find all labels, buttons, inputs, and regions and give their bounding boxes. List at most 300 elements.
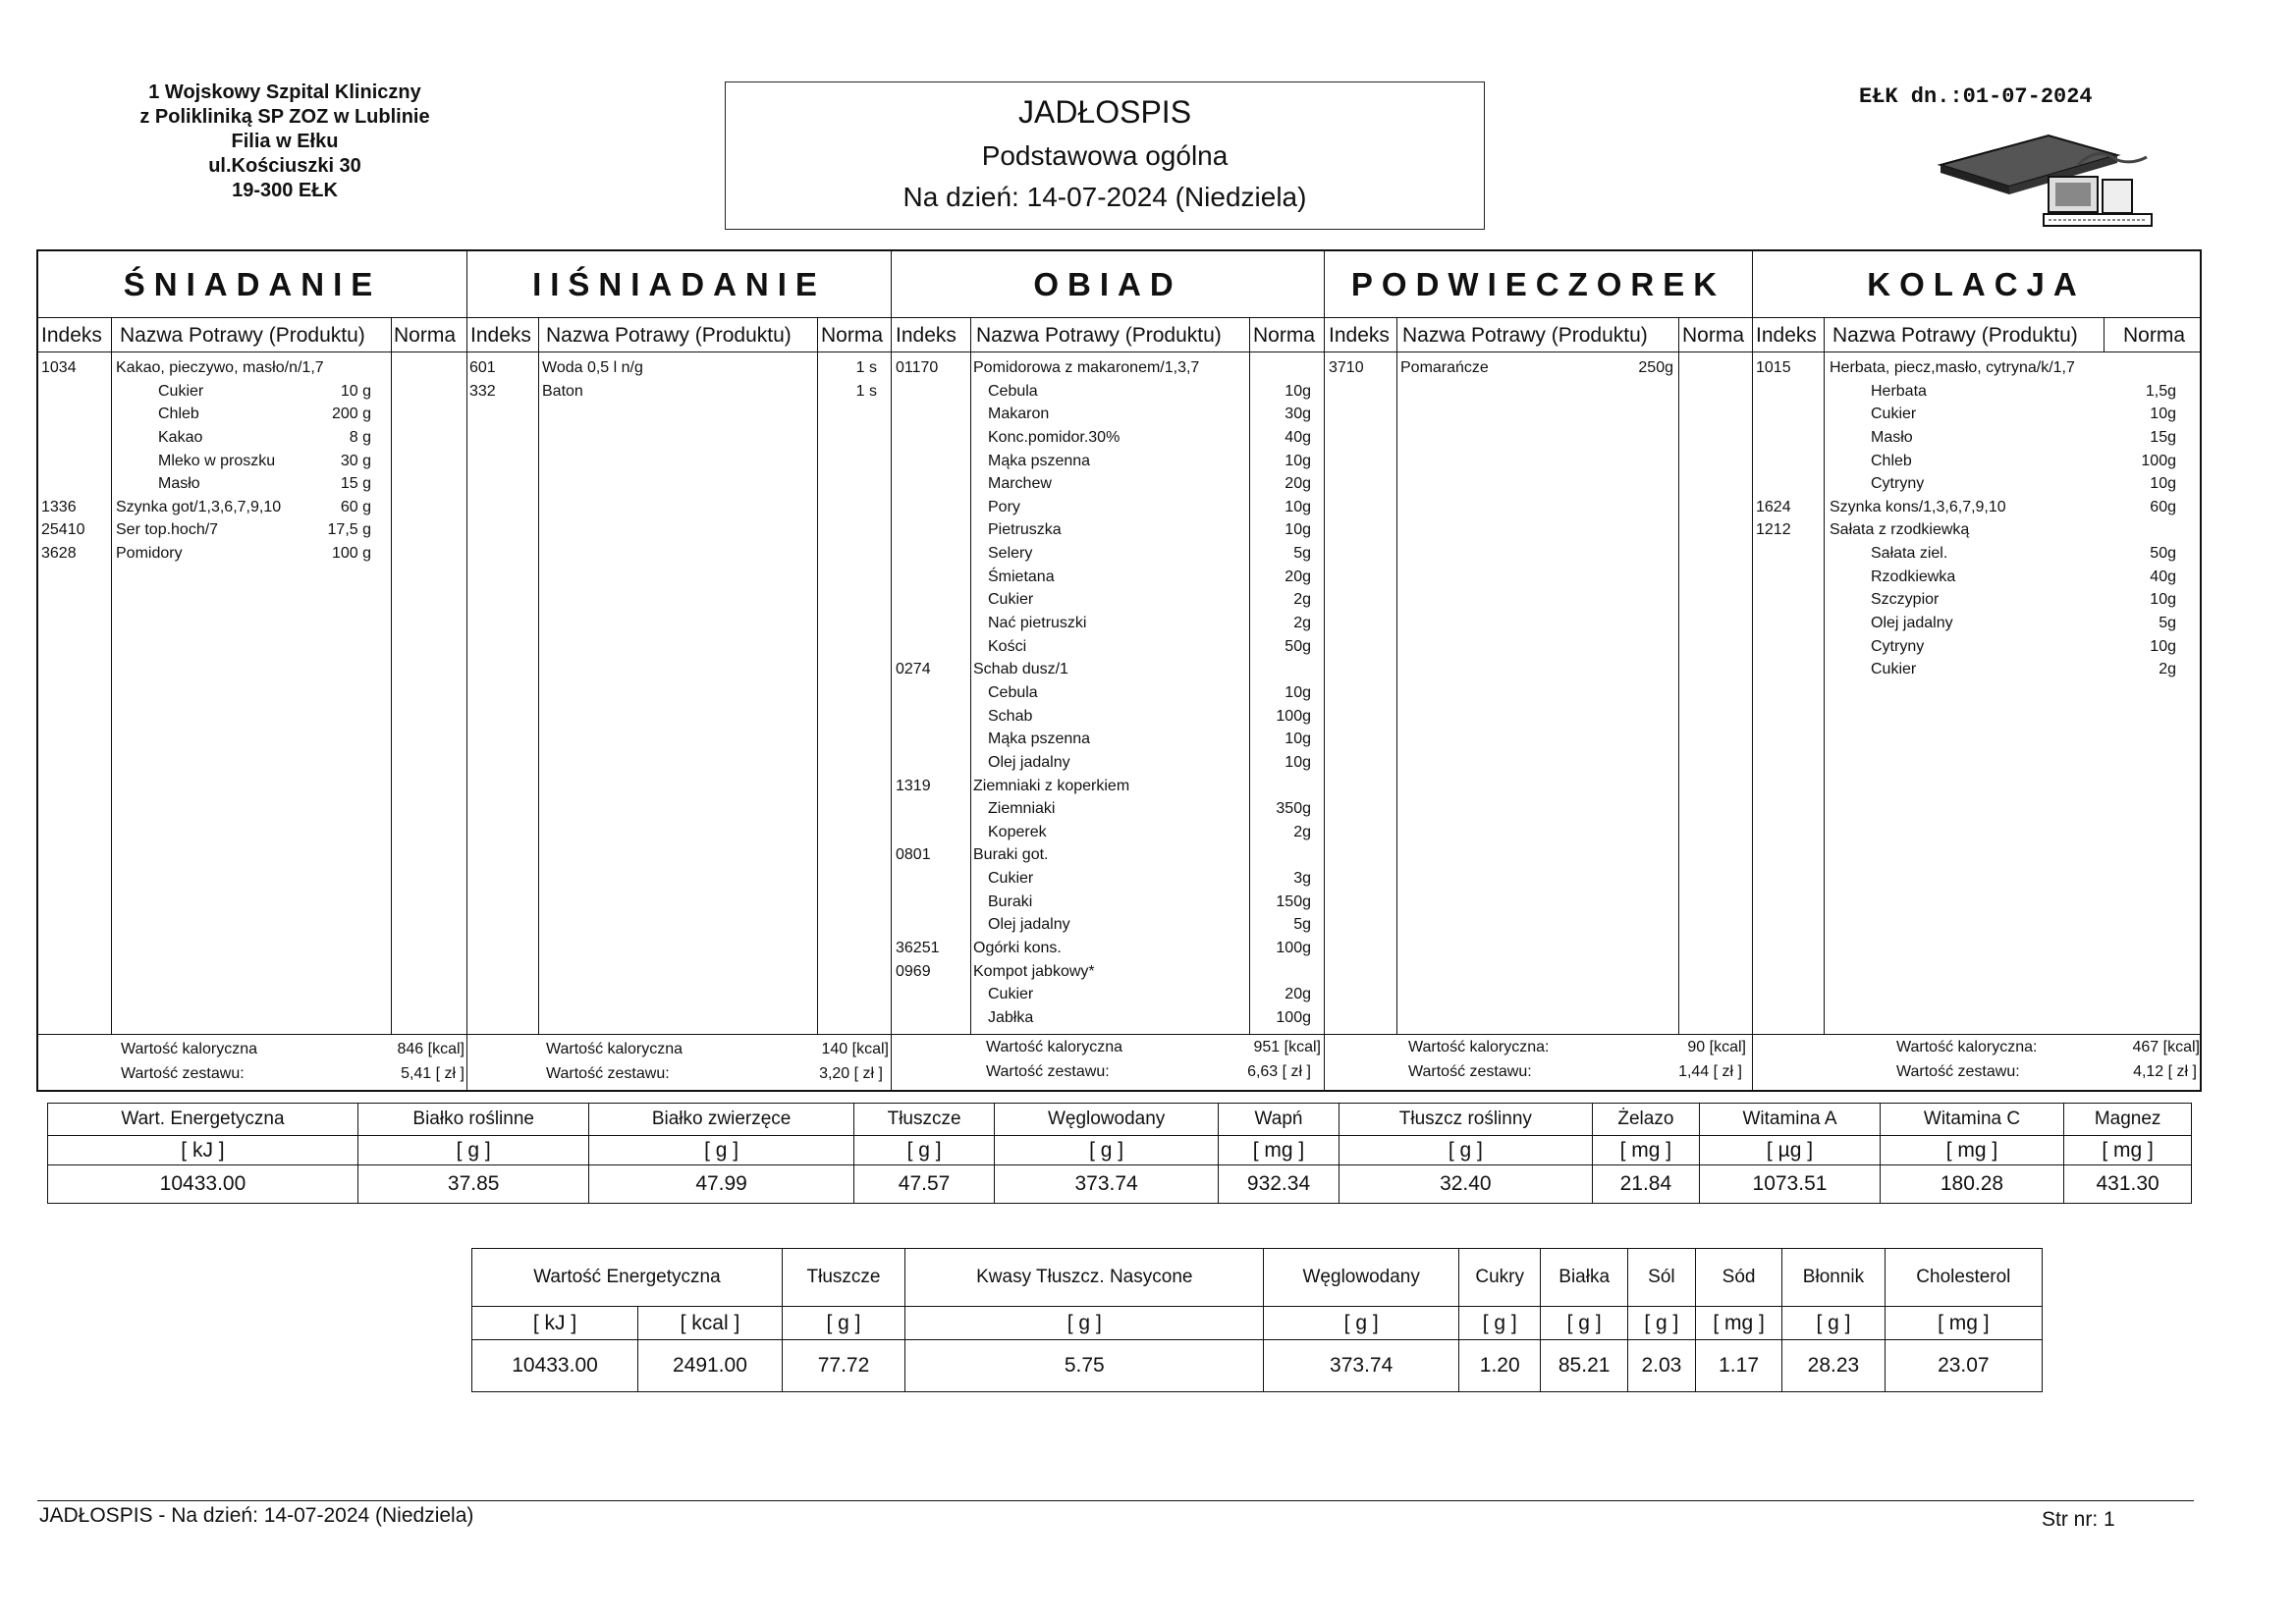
menu-item-row [892, 615, 1324, 638]
ingredient-name: Schab [988, 707, 1033, 725]
kcal-unit: [kcal] [1709, 1039, 1746, 1055]
meal-title: PODWIECZOREK [1325, 251, 1752, 318]
menu-item-row [1753, 521, 2200, 545]
menu-item-row [892, 661, 1324, 684]
item-norm: 60g [2150, 498, 2176, 515]
nutrition-values [48, 1165, 2192, 1204]
item-index: 36251 [896, 940, 940, 957]
summary-value: 1.17 [1695, 1340, 1781, 1392]
meal-summary [1325, 1034, 1752, 1091]
price-number: 4,12 [2133, 1063, 2164, 1080]
item-norm: 2g [2159, 661, 2176, 678]
ingredient-name: Cebula [988, 382, 1038, 400]
ingredient-name: Sałata ziel. [1871, 545, 1948, 563]
price-value [401, 1065, 465, 1083]
dish-name: Ser top.hoch/7 [116, 521, 219, 539]
item-norm: 10g [1285, 683, 1311, 701]
item-norm: 2g [1293, 615, 1311, 632]
dish-name: Pomarańcze [1400, 359, 1489, 376]
summary-value: 373.74 [1264, 1340, 1459, 1392]
nutrient-unit: [ g ] [1339, 1136, 1592, 1165]
menu-item-row [1753, 615, 2200, 638]
menu-item-row [892, 521, 1324, 545]
item-norm: 40g [2150, 568, 2176, 585]
nutrition-table [47, 1103, 2192, 1204]
ingredient-name: Śmietana [988, 568, 1055, 585]
item-norm: 10g [1285, 730, 1311, 748]
col-norm-header: Norma [1682, 324, 1745, 347]
menu-item-row [1325, 359, 1752, 383]
summary-headers [472, 1249, 2043, 1307]
ingredient-name: Szczypior [1871, 591, 1940, 609]
ingredient-name: Kości [988, 637, 1027, 655]
menu-item-row [892, 429, 1324, 453]
menu-item-row [38, 359, 466, 383]
price-number: 1,44 [1678, 1063, 1710, 1080]
meal-items [892, 359, 1324, 1033]
price-unit: [ zł ] [853, 1065, 883, 1082]
hospital-line: 1 Wojskowy Szpital Kliniczny [148, 81, 421, 103]
item-norm: 20g [1285, 475, 1311, 493]
summary-unit: [ g ] [1782, 1307, 1885, 1340]
menu-item-row [1753, 406, 2200, 429]
kcal-number: 140 [821, 1041, 848, 1057]
nutrient-header: Tłuszcze [853, 1104, 995, 1136]
ingredient-name: Cytryny [1871, 637, 1925, 655]
menu-item-row [892, 846, 1324, 870]
summary-header: Sól [1627, 1249, 1695, 1307]
menu-item-row [38, 453, 466, 476]
kcal-value [2133, 1039, 2201, 1056]
item-norm: 250g [1638, 359, 1673, 376]
menu-item-row [1753, 661, 2200, 684]
item-index: 1015 [1756, 359, 1791, 376]
hospital-address [98, 81, 471, 203]
menu-item-row [892, 545, 1324, 568]
nutrition-units [48, 1136, 2192, 1165]
ingredient-name: Chleb [158, 406, 199, 423]
menu-item-row [38, 545, 466, 568]
nutrient-header: Białko roślinne [357, 1104, 588, 1136]
ingredient-name: Pietruszka [988, 521, 1062, 539]
summary-unit: [ g ] [1264, 1307, 1459, 1340]
nutrient-header: Żelazo [1592, 1104, 1700, 1136]
menu-item-row [892, 730, 1324, 754]
item-index: 332 [469, 382, 496, 400]
ingredient-name: Masło [158, 475, 200, 493]
menu-item-row [467, 383, 891, 406]
ingredient-name: Olej jadalny [1871, 615, 1953, 632]
meal-podwieczorek [1325, 251, 1753, 1090]
meal-ii-sniadanie [467, 251, 892, 1090]
summary-units [472, 1307, 2043, 1340]
price-value [2133, 1063, 2197, 1081]
ingredient-name: Olej jadalny [988, 916, 1070, 934]
hospital-line: ul.Kościuszki 30 [208, 155, 361, 177]
price-label: Wartość zestawu: [986, 1063, 1110, 1080]
item-norm: 2g [1293, 823, 1311, 840]
hospital-line: 19-300 EŁK [232, 180, 338, 201]
nutrient-header: Wart. Energetyczna [48, 1104, 358, 1136]
kcal-value [822, 1041, 890, 1058]
nutrient-value: 37.85 [357, 1165, 588, 1204]
item-norm: 60 g [340, 498, 371, 515]
summary-header: Kwasy Tłuszcz. Nasycone [905, 1249, 1264, 1307]
col-index-header: Indeks [896, 324, 957, 347]
energy-header: Wartość Energetyczna [472, 1249, 783, 1307]
ingredient-name: Kakao [158, 428, 203, 446]
kcal-label: Wartość kaloryczna: [1408, 1039, 1550, 1055]
item-norm: 200 g [331, 406, 371, 423]
meal-title: ŚNIADANIE [38, 251, 466, 318]
item-norm: 100g [1276, 940, 1311, 957]
menu-item-row [38, 499, 466, 522]
menu-item-row [1753, 568, 2200, 592]
summary-value: 23.07 [1885, 1340, 2042, 1392]
item-norm: 10g [2150, 475, 2176, 493]
nutrient-unit: [ µg ] [1700, 1136, 1881, 1165]
price-unit: [ zł ] [1713, 1063, 1742, 1080]
nutrient-value: 32.40 [1339, 1165, 1592, 1204]
title-box [725, 81, 1485, 230]
meal-items [1753, 359, 2200, 684]
kcal-label: Wartość kaloryczna: [1896, 1039, 2038, 1055]
hospital-line: z Polikliniką SP ZOZ w Lublinie [139, 106, 430, 128]
menu-item-row [1753, 453, 2200, 476]
item-norm: 1 s [855, 382, 877, 400]
item-norm: 5g [1293, 545, 1311, 563]
menu-item-row [892, 824, 1324, 847]
item-norm: 3g [1293, 870, 1311, 888]
item-norm: 350g [1276, 800, 1311, 818]
kcal-unit: [kcal] [427, 1041, 465, 1057]
menu-item-row [38, 521, 466, 545]
item-norm: 100g [1276, 707, 1311, 725]
item-norm: 8 g [349, 428, 371, 446]
price-value [1678, 1063, 1742, 1081]
item-index: 3710 [1329, 359, 1364, 376]
nutrient-unit: [ g ] [589, 1136, 853, 1165]
summary-value: 10433.00 [472, 1340, 638, 1392]
ingredient-name: Cebula [988, 683, 1038, 701]
nutrient-value: 1073.51 [1700, 1165, 1881, 1204]
kcal-label: Wartość kaloryczna [546, 1041, 683, 1057]
item-index: 1034 [41, 359, 77, 376]
dish-name: Kakao, pieczywo, masło/n/1,7 [116, 359, 324, 376]
summary-unit: [ g ] [782, 1307, 904, 1340]
summary-header: Cholesterol [1885, 1249, 2042, 1307]
item-norm: 17,5 g [327, 521, 371, 539]
price-value [1247, 1063, 1311, 1081]
meal-title: OBIAD [892, 251, 1324, 318]
summary-value: 5.75 [905, 1340, 1264, 1392]
ingredient-name: Mleko w proszku [158, 452, 276, 469]
menu-item-row [467, 359, 891, 383]
col-index-header: Indeks [1329, 324, 1390, 347]
ingredient-name: Chleb [1871, 452, 1912, 469]
dish-name: Pomidory [116, 545, 183, 563]
col-norm-header: Norma [394, 324, 457, 347]
price-label: Wartość zestawu: [1896, 1063, 2020, 1080]
price-value [819, 1065, 883, 1083]
menu-item-row [892, 406, 1324, 429]
menu-item-row [892, 708, 1324, 731]
nutrient-header: Magnez [2064, 1104, 2192, 1136]
ingredient-name: Cukier [988, 986, 1034, 1003]
item-norm: 10g [2150, 591, 2176, 609]
col-index-header: Indeks [470, 324, 531, 347]
menu-item-row [892, 778, 1324, 801]
nutrient-value: 180.28 [1880, 1165, 2063, 1204]
price-unit: [ zł ] [435, 1065, 465, 1082]
ingredient-name: Olej jadalny [988, 753, 1070, 771]
meal-obiad [892, 251, 1325, 1090]
item-index: 0801 [896, 846, 931, 864]
summary-unit: [ mg ] [1885, 1307, 2042, 1340]
item-index: 0274 [896, 661, 931, 678]
menu-item-row [892, 453, 1324, 476]
column-headers [1325, 318, 1752, 352]
nutrient-unit: [ g ] [357, 1136, 588, 1165]
ingredient-name: Konc.pomidor.30% [988, 428, 1121, 446]
menu-item-row [1753, 499, 2200, 522]
item-norm: 10g [1285, 382, 1311, 400]
item-norm: 50g [2150, 545, 2176, 563]
menu-item-row [892, 1009, 1324, 1033]
ingredient-name: Cukier [158, 382, 204, 400]
item-norm: 2g [1293, 591, 1311, 609]
kcal-number: 90 [1687, 1039, 1706, 1055]
summary-value: 77.72 [782, 1340, 904, 1392]
menu-item-row [892, 870, 1324, 893]
menu-item-row [892, 800, 1324, 824]
summary-values [472, 1340, 2043, 1392]
item-index: 01170 [896, 359, 939, 376]
meal-kolacja [1753, 251, 2200, 1090]
diet-name: Podstawowa ogólna [981, 140, 1229, 171]
menu-item-row [892, 684, 1324, 708]
nutrient-unit: [ g ] [995, 1136, 1218, 1165]
menu-item-row [1753, 383, 2200, 406]
menu-item-row [1753, 475, 2200, 499]
nutrient-unit: [ g ] [853, 1136, 995, 1165]
kcal-label: Wartość kaloryczna [986, 1039, 1122, 1055]
dish-name: Herbata, piecz,masło, cytryna/k/1,7 [1830, 359, 2075, 376]
col-name-header: Nazwa Potrawy (Produktu) [120, 324, 365, 347]
nutrient-unit: [ mg ] [1880, 1136, 2063, 1165]
nutrient-header: Białko zwierzęce [589, 1104, 853, 1136]
document-title: JADŁOSPIS [1017, 94, 1192, 130]
ingredient-name: Cukier [988, 870, 1034, 888]
col-name-header: Nazwa Potrawy (Produktu) [976, 324, 1222, 347]
nutrient-value: 932.34 [1218, 1165, 1339, 1204]
meal-summary [467, 1034, 891, 1091]
col-name-header: Nazwa Potrawy (Produktu) [546, 324, 792, 347]
nutrient-value: 47.99 [589, 1165, 853, 1204]
dish-name: Sałata z rzodkiewką [1830, 521, 1970, 539]
item-norm: 10g [2150, 637, 2176, 655]
item-norm: 15 g [340, 475, 371, 493]
price-label: Wartość zestawu: [546, 1065, 670, 1082]
nutrient-value: 10433.00 [48, 1165, 358, 1204]
menu-item-row [892, 383, 1324, 406]
item-norm: 1,5g [2145, 382, 2176, 400]
col-name-header: Nazwa Potrawy (Produktu) [1832, 324, 2078, 347]
item-norm: 30g [1285, 406, 1311, 423]
dish-name: Schab dusz/1 [973, 661, 1068, 678]
price-unit: [ zł ] [1282, 1063, 1311, 1080]
meal-items [467, 359, 891, 406]
item-norm: 5g [2159, 615, 2176, 632]
kcal-unit: [kcal] [1284, 1039, 1321, 1055]
ingredient-name: Jabłka [988, 1008, 1034, 1026]
item-norm: 1 s [855, 359, 877, 376]
kcal-label: Wartość kaloryczna [121, 1041, 257, 1057]
dish-name: Woda 0,5 l n/g [542, 359, 643, 376]
nutrition-summary-table [471, 1248, 2043, 1392]
price-label: Wartość zestawu: [121, 1065, 245, 1082]
nutrient-value: 431.30 [2064, 1165, 2192, 1204]
item-norm: 10g [1285, 498, 1311, 515]
ingredient-name: Selery [988, 545, 1033, 563]
kcal-number: 467 [2132, 1039, 2159, 1055]
item-norm: 10g [1285, 452, 1311, 469]
item-index: 3628 [41, 545, 77, 563]
meal-items [1325, 359, 1752, 383]
print-date: EŁK dn.:01-07-2024 [1859, 84, 2093, 109]
item-norm: 20g [1285, 568, 1311, 585]
col-norm-header: Norma [821, 324, 884, 347]
meal-summary [38, 1034, 466, 1091]
price-number: 6,63 [1247, 1063, 1279, 1080]
summary-value: 2.03 [1627, 1340, 1695, 1392]
kcal-unit: [kcal] [851, 1041, 889, 1057]
nutrient-unit: [ mg ] [1592, 1136, 1700, 1165]
ingredient-name: Masło [1871, 428, 1913, 446]
menu-item-row [892, 754, 1324, 778]
menu-item-row [38, 406, 466, 429]
column-headers [1753, 318, 2200, 352]
menu-item-row [1753, 359, 2200, 383]
meal-sniadanie [38, 251, 467, 1090]
item-norm: 10g [1285, 521, 1311, 539]
item-norm: 10g [1285, 753, 1311, 771]
dish-name: Szynka kons/1,3,6,7,9,10 [1830, 498, 2006, 515]
ingredient-name: Pory [988, 498, 1020, 515]
item-index: 1624 [1756, 498, 1791, 515]
nutrient-value: 373.74 [995, 1165, 1218, 1204]
summary-header: Cukry [1458, 1249, 1541, 1307]
item-index: 601 [469, 359, 496, 376]
col-norm-header: Norma [1253, 324, 1316, 347]
nutrient-value: 47.57 [853, 1165, 995, 1204]
item-index: 25410 [41, 521, 85, 539]
price-number: 5,41 [401, 1065, 432, 1082]
summary-unit: [ g ] [1458, 1307, 1541, 1340]
item-norm: 100g [1276, 1008, 1311, 1026]
ingredient-name: Rzodkiewka [1871, 568, 1956, 585]
ingredient-name: Cukier [1871, 661, 1917, 678]
meal-title: IIŚNIADANIE [467, 251, 891, 318]
nutrient-header: Witamina A [1700, 1104, 1881, 1136]
meal-title: KOLACJA [1753, 251, 2200, 318]
nutrition-headers [48, 1104, 2192, 1136]
dish-name: Baton [542, 382, 583, 400]
footer-title: JADŁOSPIS - Na dzień: 14-07-2024 (Niedziela) [39, 1504, 474, 1527]
dish-name: Buraki got. [973, 846, 1049, 864]
item-index: 1336 [41, 498, 77, 515]
menu-item-row [38, 429, 466, 453]
hospital-line: Filia w Ełku [231, 131, 339, 152]
menu-item-row [38, 475, 466, 499]
item-norm: 20g [1285, 986, 1311, 1003]
summary-value: 2491.00 [638, 1340, 783, 1392]
footer-divider [37, 1500, 2194, 1501]
column-headers [892, 318, 1324, 352]
menu-item-row [892, 638, 1324, 662]
item-norm: 50g [1285, 637, 1311, 655]
item-norm: 15g [2150, 428, 2176, 446]
ingredient-name: Herbata [1871, 382, 1927, 400]
summary-header: Sód [1695, 1249, 1781, 1307]
item-norm: 10g [2150, 406, 2176, 423]
item-norm: 100g [2141, 452, 2176, 469]
ingredient-name: Koperek [988, 823, 1047, 840]
ingredient-name: Cukier [1871, 406, 1917, 423]
summary-unit: [ mg ] [1695, 1307, 1781, 1340]
summary-header: Tłuszcze [782, 1249, 904, 1307]
nutrient-header: Węglowodany [995, 1104, 1218, 1136]
ingredient-name: Nać pietruszki [988, 615, 1087, 632]
dish-name: Pomidorowa z makaronem/1,3,7 [973, 359, 1200, 376]
dish-name: Kompot jabkowy* [973, 962, 1095, 980]
price-number: 3,20 [819, 1065, 850, 1082]
menu-item-row [1753, 591, 2200, 615]
item-index: 1319 [896, 777, 931, 794]
summary-header: Białka [1541, 1249, 1627, 1307]
summary-unit: [ g ] [905, 1307, 1264, 1340]
price-label: Wartość zestawu: [1408, 1063, 1532, 1080]
nutrient-unit: [ kJ ] [48, 1136, 358, 1165]
item-index: 0969 [896, 962, 931, 980]
summary-unit: [ g ] [1541, 1307, 1627, 1340]
menu-item-row [892, 916, 1324, 940]
menu-item-row [892, 475, 1324, 499]
menu-item-row [38, 383, 466, 406]
menu-item-row [892, 963, 1324, 987]
kcal-number: 846 [397, 1041, 424, 1057]
menu-item-row [892, 568, 1324, 592]
nutrient-header: Witamina C [1880, 1104, 2063, 1136]
column-headers [467, 318, 891, 352]
summary-unit: [ kcal ] [638, 1307, 783, 1340]
kcal-value [398, 1041, 465, 1058]
price-unit: [ zł ] [2167, 1063, 2197, 1080]
item-norm: 30 g [340, 452, 371, 469]
col-norm-header: Norma [2123, 324, 2186, 347]
dish-name: Ziemniaki z koperkiem [973, 777, 1130, 794]
col-index-header: Indeks [41, 324, 102, 347]
item-norm: 40g [1285, 428, 1311, 446]
item-index: 1212 [1756, 521, 1791, 539]
item-norm: 5g [1293, 916, 1311, 934]
menu-item-row [892, 940, 1324, 963]
menu-item-row [1753, 429, 2200, 453]
ingredient-name: Makaron [988, 406, 1050, 423]
page-number: Str nr: 1 [2042, 1508, 2115, 1531]
column-headers [38, 318, 466, 352]
ingredient-name: Cukier [988, 591, 1034, 609]
